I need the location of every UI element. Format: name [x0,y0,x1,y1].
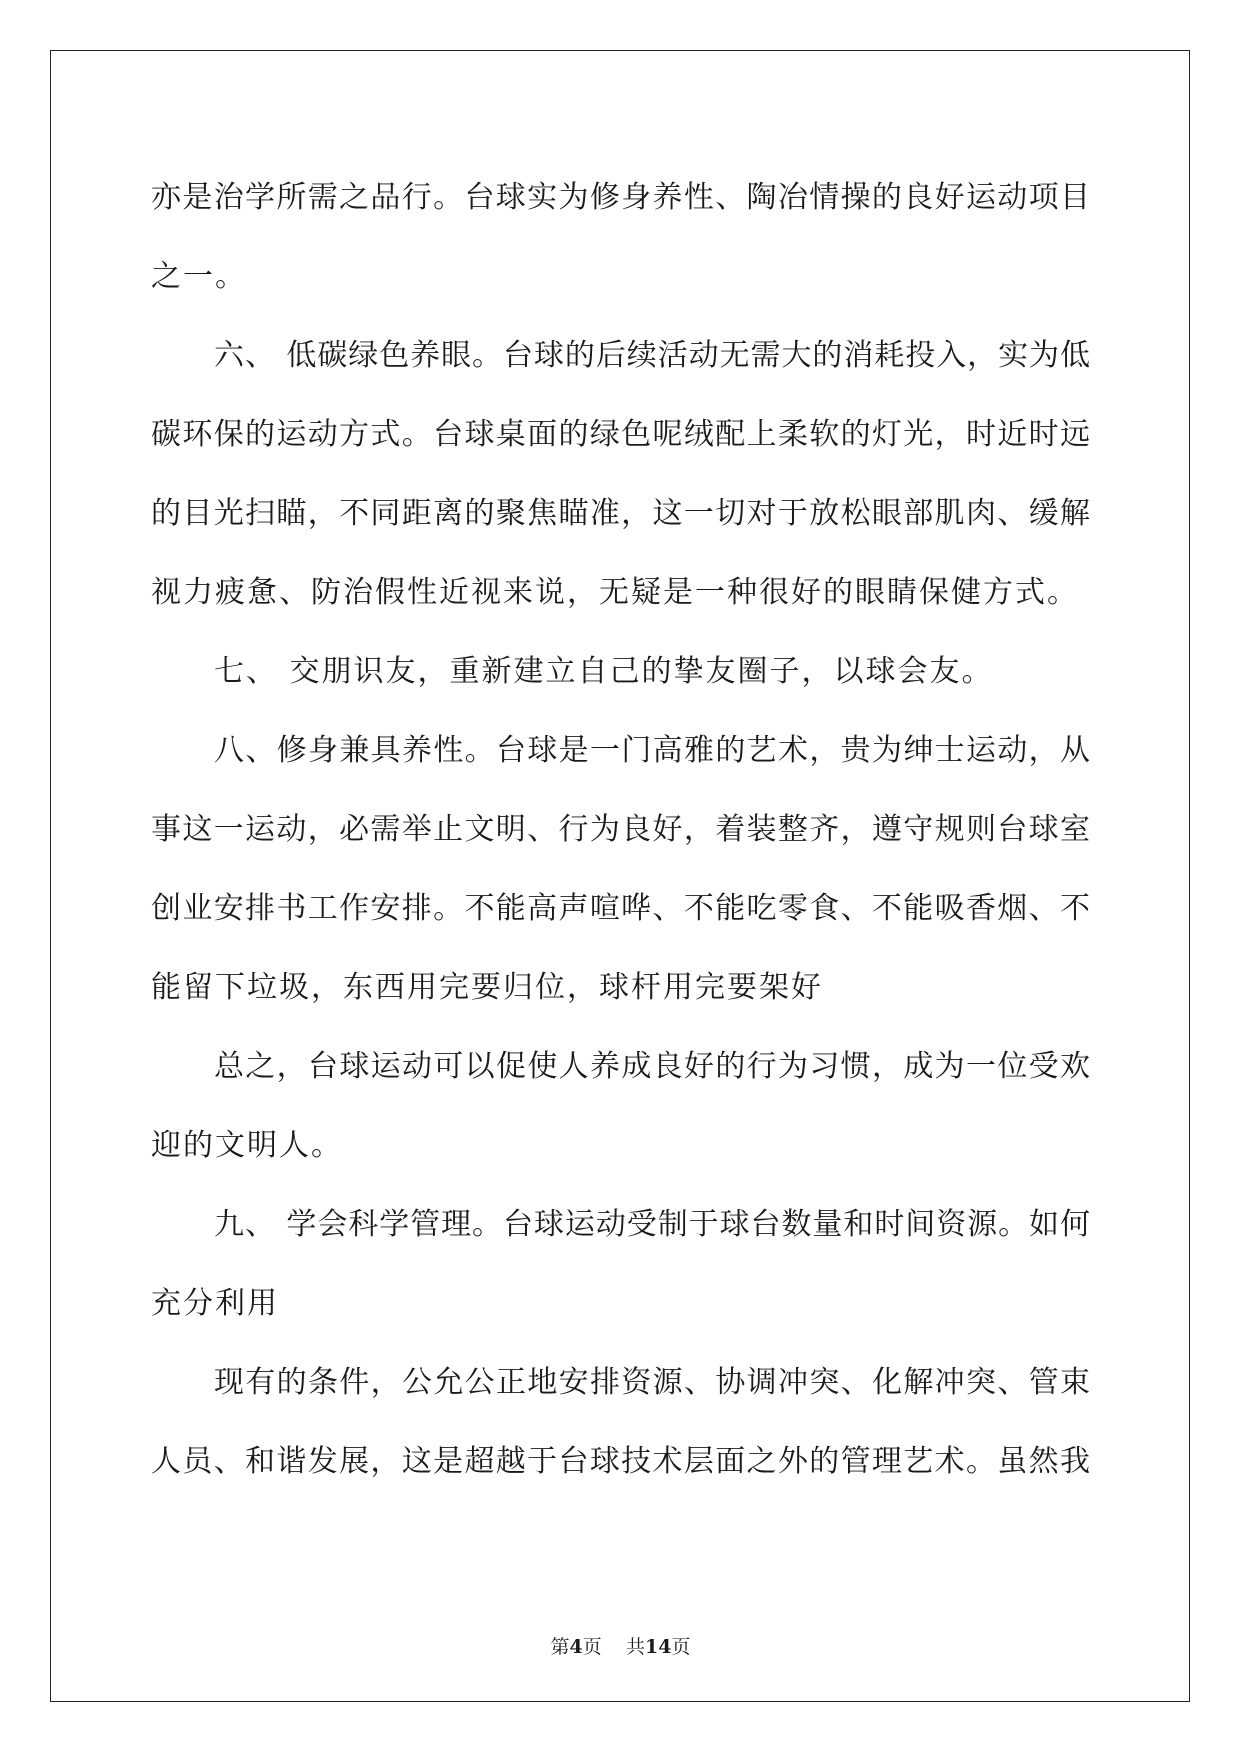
text-line: 之一。 [151,259,247,294]
text-line: 视力疲惫、防治假性近视来说，无疑是一种很好的眼睛保健方式。 [151,575,1079,610]
text-line: 事这一运动，必需举止文明、行为良好，着装整齐，遵守规则台球室 [151,812,1090,847]
text-line: 的目光扫瞄，不同距离的聚焦瞄准，这一切对于放松眼部肌肉、缓解 [151,496,1090,531]
text-line: 充分利用 [151,1286,279,1321]
text-line: 创业安排书工作安排。不能高声喧哗、不能吃零食、不能吸香烟、不 [151,891,1090,926]
text-line: 八、修身兼具养性。台球是一门高雅的艺术，贵为绅士运动，从 [214,733,1090,768]
total-prefix: 共 [625,1636,645,1658]
total-suffix: 页 [671,1636,691,1658]
text-line: 亦是治学所需之品行。台球实为修身养性、陶冶情操的良好运动项目 [151,180,1090,215]
text-line: 总之，台球运动可以促使人养成良好的行为习惯，成为一位受欢 [214,1049,1090,1084]
page-suffix: 页 [582,1636,602,1658]
text-line: 九、 学会科学管理。台球运动受制于球台数量和时间资源。如何 [214,1207,1090,1242]
text-line: 人员、和谐发展，这是超越于台球技术层面之外的管理艺术。虽然我 [151,1444,1090,1479]
text-line: 七、 交朋识友，重新建立自己的挚友圈子，以球会友。 [214,654,994,689]
page-number: 4 [569,1636,583,1658]
page-prefix: 第 [550,1636,570,1658]
total-pages: 14 [644,1636,672,1658]
text-line: 能留下垃圾，东西用完要归位，球杆用完要架好 [151,970,823,1005]
text-line: 现有的条件，公允公正地安排资源、协调冲突、化解冲突、管束 [214,1365,1090,1400]
text-line: 迎的文明人。 [151,1128,343,1163]
document-body [151,158,1090,1501]
page-footer [0,1635,1241,1659]
text-line: 六、 低碳绿色养眼。台球的后续活动无需大的消耗投入，实为低 [214,338,1090,373]
text-line: 碳环保的运动方式。台球桌面的绿色呢绒配上柔软的灯光，时近时远 [151,417,1090,452]
